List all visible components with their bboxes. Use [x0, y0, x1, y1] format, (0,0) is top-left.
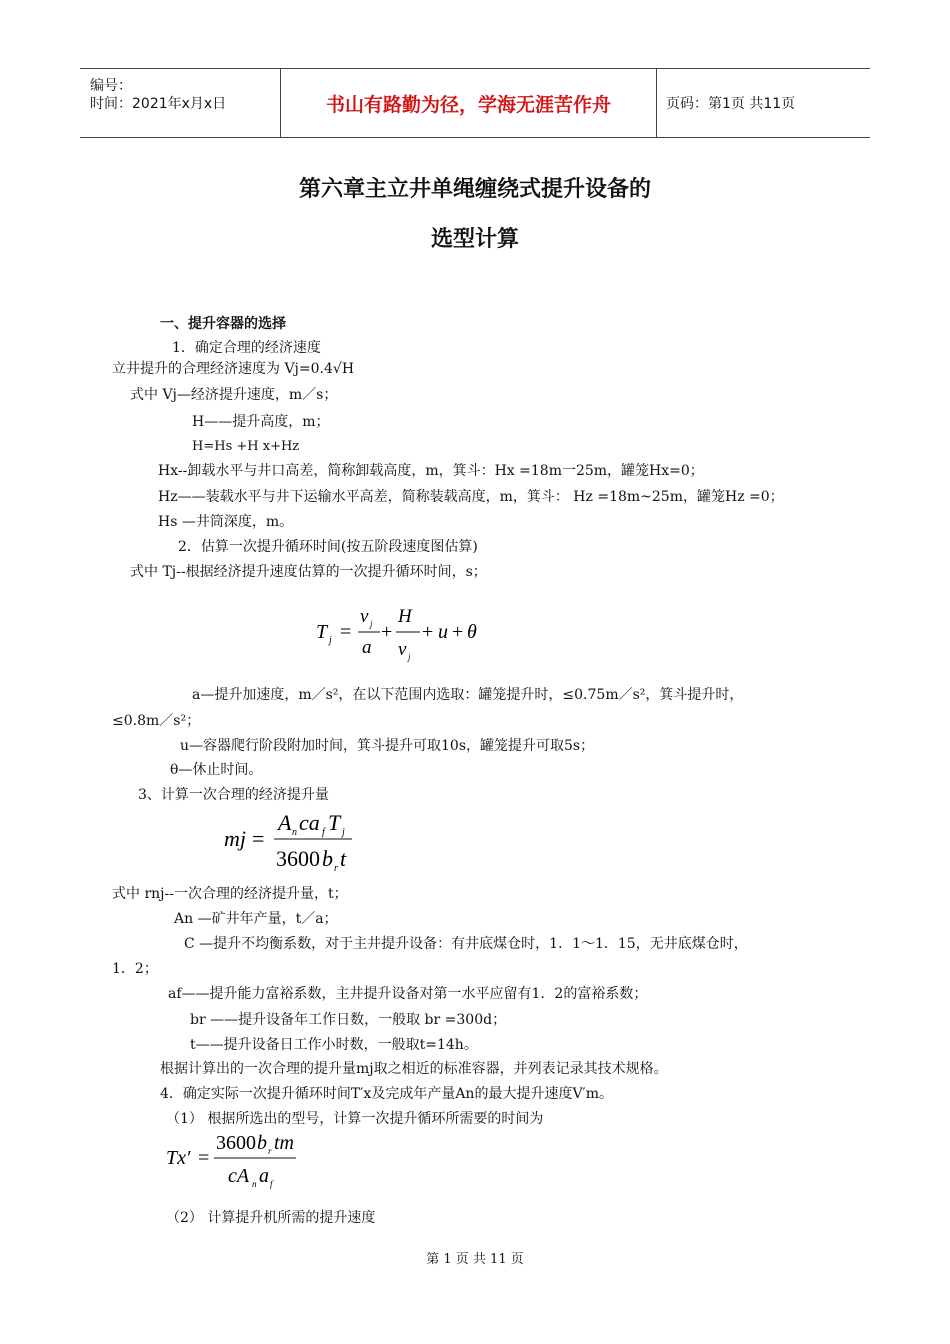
an-definition: An —矿井年产量，t／a； [174, 911, 338, 927]
svg-text:+: + [422, 621, 434, 643]
vj-definition: 式中 Vj—经济提升速度，m／s； [130, 387, 338, 403]
page-info: 页码：第1页 共11页 [666, 96, 796, 112]
date-label: 时间：2021年x月x日 [90, 96, 227, 112]
header-meta [80, 69, 280, 137]
svg-text:=: = [252, 826, 265, 851]
svg-text:j: j [329, 635, 332, 646]
number-label: 编号： [90, 78, 132, 94]
svg-text:u: u [438, 621, 448, 643]
svg-text:mj: mj [224, 826, 246, 851]
item-1: 1．确定合理的经济速度 [172, 340, 321, 356]
svg-text:3600: 3600 [276, 846, 320, 871]
svg-text:j: j [408, 652, 411, 662]
svg-text:+: + [381, 621, 393, 643]
svg-text:T: T [328, 810, 341, 835]
af-definition: af——提升能力富裕系数，主井提升设备对第一水平应留有1．2的富裕系数； [168, 986, 648, 1002]
speed-formula-text: 立井提升的合理经济速度为 Vj=0.4√H [112, 361, 355, 377]
motto: 书山有路勤为径，学海无涯苦作舟 [280, 69, 657, 137]
svg-text:T: T [316, 621, 328, 643]
page-footer: 第 1 页 共 11 页 [426, 1252, 524, 1267]
chapter-title-line1: 第六章主立井单绳缠绕式提升设备的 [298, 177, 651, 202]
t-definition: t——提升设备日工作小时数，一般取t=14h。 [190, 1037, 478, 1053]
select-note: 根据计算出的一次合理的提升量mj取之相近的标准容器，并列表记录其技术规格。 [160, 1061, 668, 1077]
tj-definition: 式中 Tj--根据经济提升速度估算的一次提升循环时间，s； [130, 564, 487, 580]
svg-text:=: = [340, 621, 352, 643]
svg-text:Tx′: Tx′ [166, 1147, 191, 1169]
svg-text:ca: ca [299, 810, 320, 835]
hs-definition: Hs —井筒深度，m。 [158, 514, 294, 530]
c-definition-2: 1．2； [112, 961, 158, 977]
svg-text:A: A [278, 810, 292, 835]
theta-definition: θ—休止时间。 [170, 762, 263, 778]
svg-text:a: a [259, 1165, 269, 1187]
svg-text:H: H [398, 606, 412, 627]
svg-text:=: = [198, 1147, 210, 1169]
mj-formula [222, 806, 372, 878]
svg-text:r: r [334, 863, 338, 874]
svg-text:tm: tm [274, 1132, 294, 1154]
u-definition: u—容器爬行阶段附加时间，箕斗提升可取10s，罐笼提升可取5s； [180, 738, 595, 754]
svg-text:v: v [398, 639, 407, 660]
svg-text:n: n [252, 1179, 257, 1189]
item-2: 2．估算一次提升循环时间(按五阶段速度图估算) [178, 539, 478, 555]
tx-formula [162, 1128, 312, 1196]
svg-text:θ: θ [467, 621, 477, 643]
a-definition-1: a—提升加速度，m／s²，在以下范围内选取：罐笼提升时，≤0.75m／s²，箕斗提升时， [192, 687, 744, 703]
svg-text:3600: 3600 [216, 1132, 256, 1154]
h-formula: H=Hs +H x+Hz [192, 439, 300, 454]
sub-item-1: （1） 根据所选出的型号，计算一次提升循环所需要的时间为 [166, 1111, 544, 1127]
svg-text:j: j [370, 619, 373, 629]
svg-text:f: f [322, 827, 325, 838]
svg-text:+: + [452, 621, 464, 643]
svg-text:a: a [362, 637, 372, 658]
svg-text:n: n [292, 827, 297, 838]
sub-item-2: （2） 计算提升机所需的提升速度 [166, 1210, 376, 1226]
chapter-title-line2: 选型计算 [430, 227, 519, 252]
svg-text:t: t [340, 846, 347, 871]
svg-text:r: r [268, 1146, 272, 1156]
item-3: 3、计算一次合理的经济提升量 [138, 787, 329, 803]
page-header [80, 68, 870, 138]
item-4: 4．确定实际一次提升循环时间T′x及完成年产量An的最大提升速度V′m。 [160, 1086, 614, 1102]
hz-definition: Hz——装载水平与井下运输水平高差，简称装载高度，m，箕斗： Hz =18m~25m，罐笼Hz =0； [158, 489, 784, 505]
h-definition: H——提升高度，m； [192, 414, 330, 430]
svg-text:b: b [257, 1132, 267, 1154]
c-definition-1: C —提升不均衡系数，对于主井提升设备：有井底煤仓时，1．1～1．15，无井底煤仓时， [184, 936, 748, 952]
svg-text:b: b [322, 846, 333, 871]
a-definition-2: ≤0.8m／s²； [112, 713, 201, 729]
mj-definition: 式中 rnj--一次合理的经济提升量，t； [112, 886, 348, 902]
tj-formula [310, 600, 490, 670]
br-definition: br ——提升设备年工作日数，一般取 br =300d； [190, 1012, 507, 1028]
hx-definition: Hx--卸载水平与井口高差，简称卸载高度，m，箕斗：Hx =18m一25m，罐笼Hx=0； [158, 463, 704, 479]
section-heading: 一、提升容器的选择 [160, 316, 286, 332]
svg-text:f: f [270, 1179, 273, 1189]
svg-text:v: v [360, 606, 369, 627]
svg-text:cA: cA [228, 1165, 250, 1187]
svg-text:j: j [342, 827, 345, 838]
